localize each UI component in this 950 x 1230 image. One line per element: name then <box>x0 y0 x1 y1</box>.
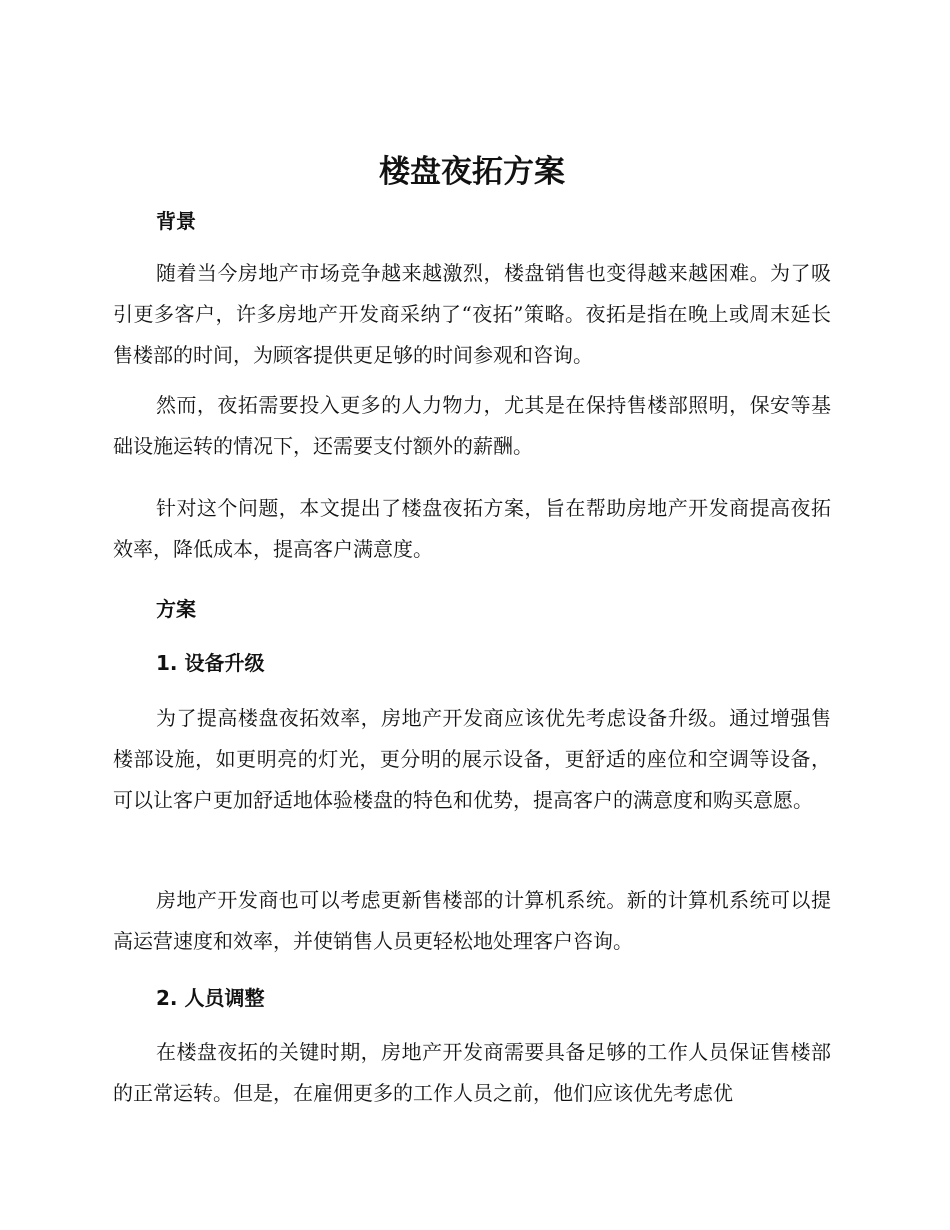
staff-paragraph-1: 在楼盘夜拓的关键时期，房地产开发商需要具备足够的工作人员保证售楼部的正常运转。但是，在雇佣更多的工作人员之前，他们应该优先考虑优 <box>113 1040 831 1105</box>
document-title: 楼盘夜拓方案 <box>379 154 565 190</box>
background-paragraph-3: 针对这个问题，本文提出了楼盘夜拓方案，旨在帮助房地产开发商提高夜拓效率，降低成本，提高客户满意度。 <box>113 496 831 561</box>
background-paragraph-2: 然而，夜拓需要投入更多的人力物力，尤其是在保持售楼部照明，保安等基础设施运转的情况下，还需要支付额外的薪酬。 <box>113 393 831 458</box>
subsection-heading-staff: 2. 人员调整 <box>156 986 265 1010</box>
background-paragraph-1: 随着当今房地产市场竞争越来越激烈，楼盘销售也变得越来越困难。为了吸引更多客户，许多房地产开发商采纳了“夜拓”策略。夜拓是指在晚上或周末延长售楼部的时间，为顾客提供更足够的时间参观和咨询。 <box>113 261 831 367</box>
equipment-paragraph-2: 房地产开发商也可以考虑更新售楼部的计算机系统。新的计算机系统可以提高运营速度和效率，并使销售人员更轻松地处理客户咨询。 <box>113 888 831 953</box>
section-heading-plan: 方案 <box>156 597 196 621</box>
subsection-heading-equipment: 1. 设备升级 <box>156 651 265 675</box>
section-heading-background: 背景 <box>156 209 196 233</box>
equipment-paragraph-1: 为了提高楼盘夜拓效率，房地产开发商应该优先考虑设备升级。通过增强售楼部设施，如更明亮的灯光，更分明的展示设备，更舒适的座位和空调等设备，可以让客户更加舒适地体验楼盘的特色和优势，提高客户的满意度和购买意愿。 <box>113 706 831 812</box>
